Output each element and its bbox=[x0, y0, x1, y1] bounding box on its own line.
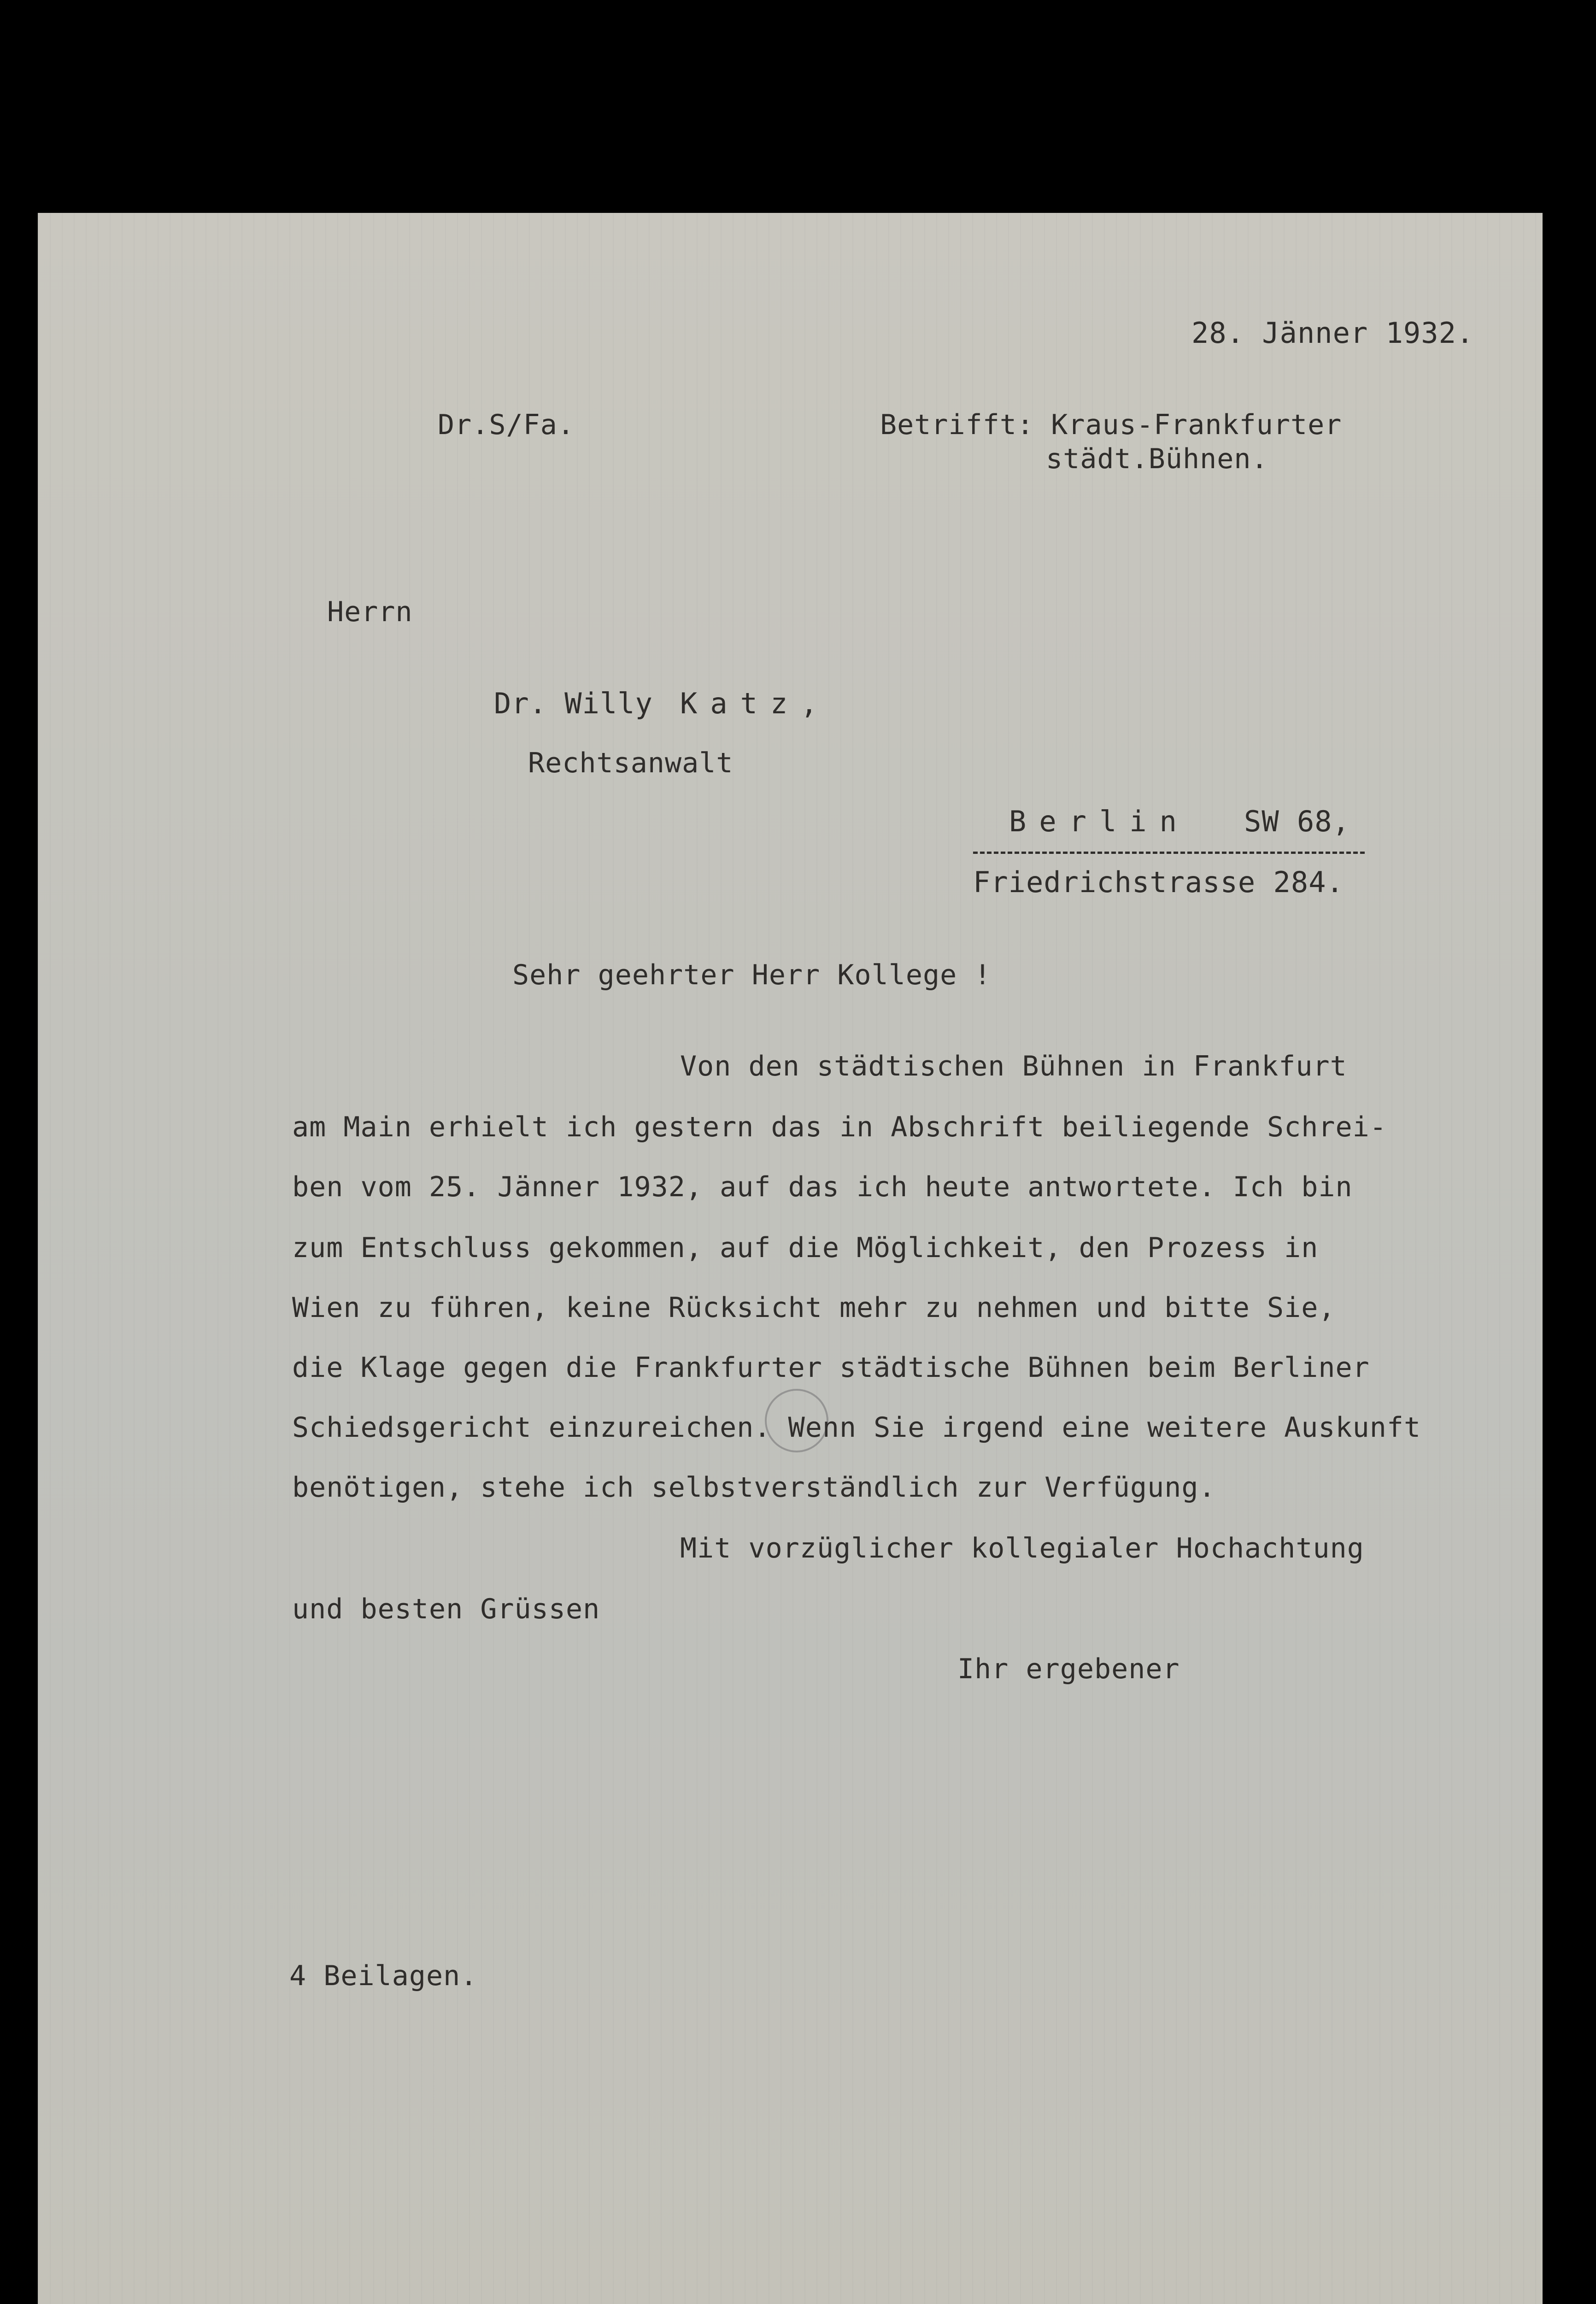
greeting: Sehr geehrter Herr Kollege ! bbox=[512, 959, 992, 991]
body-line-2: am Main erhielt ich gestern das in Abschrift beiliegende Schrei- bbox=[292, 1111, 1387, 1143]
subject-line-1: Betrifft: Kraus-Frankfurter bbox=[880, 409, 1342, 441]
recipient-name: Dr. Willy bbox=[494, 687, 653, 720]
body-line-8: benötigen, stehe ich selbstverständlich zur Verfügung. bbox=[292, 1471, 1216, 1504]
body-line-5: Wien zu führen, keine Rücksicht mehr zu nehmen und bitte Sie, bbox=[292, 1292, 1336, 1324]
closing-line-1: Mit vorzüglicher kollegialer Hochachtung bbox=[680, 1532, 1364, 1564]
recipient-title: Rechtsanwalt bbox=[528, 747, 733, 779]
underline-dashes bbox=[973, 852, 1365, 854]
closing-line-2: und besten Grüssen bbox=[292, 1593, 600, 1625]
recipient-postal: SW 68, bbox=[1244, 805, 1350, 838]
body-line-3: ben vom 25. Jänner 1932, auf das ich heute antwortete. Ich bin bbox=[292, 1171, 1353, 1203]
body-line-6: die Klage gegen die Frankfurter städtische Bühnen beim Berliner bbox=[292, 1352, 1370, 1384]
body-line-4: zum Entschluss gekommen, auf die Möglichkeit, den Prozess in bbox=[292, 1232, 1319, 1264]
enclosures: 4 Beilagen. bbox=[289, 1960, 478, 1992]
subject-line-2: städt.Bühnen. bbox=[1046, 443, 1268, 475]
signoff: Ihr ergebener bbox=[957, 1653, 1180, 1685]
recipient-street: Friedrichstrasse 284. bbox=[973, 865, 1344, 899]
recipient-surname: Katz, bbox=[680, 687, 831, 720]
reference-code: Dr.S/Fa. bbox=[438, 409, 575, 441]
salutation-prefix: Herrn bbox=[327, 596, 413, 628]
body-line-1: Von den städtischen Bühnen in Frankfurt bbox=[680, 1050, 1347, 1082]
letter-date: 28. Jänner 1932. bbox=[1191, 316, 1474, 350]
body-line-7: Schiedsgericht einzureichen. Wenn Sie irgend eine weitere Auskunft bbox=[292, 1411, 1421, 1444]
recipient-city: Berlin bbox=[1009, 805, 1190, 838]
